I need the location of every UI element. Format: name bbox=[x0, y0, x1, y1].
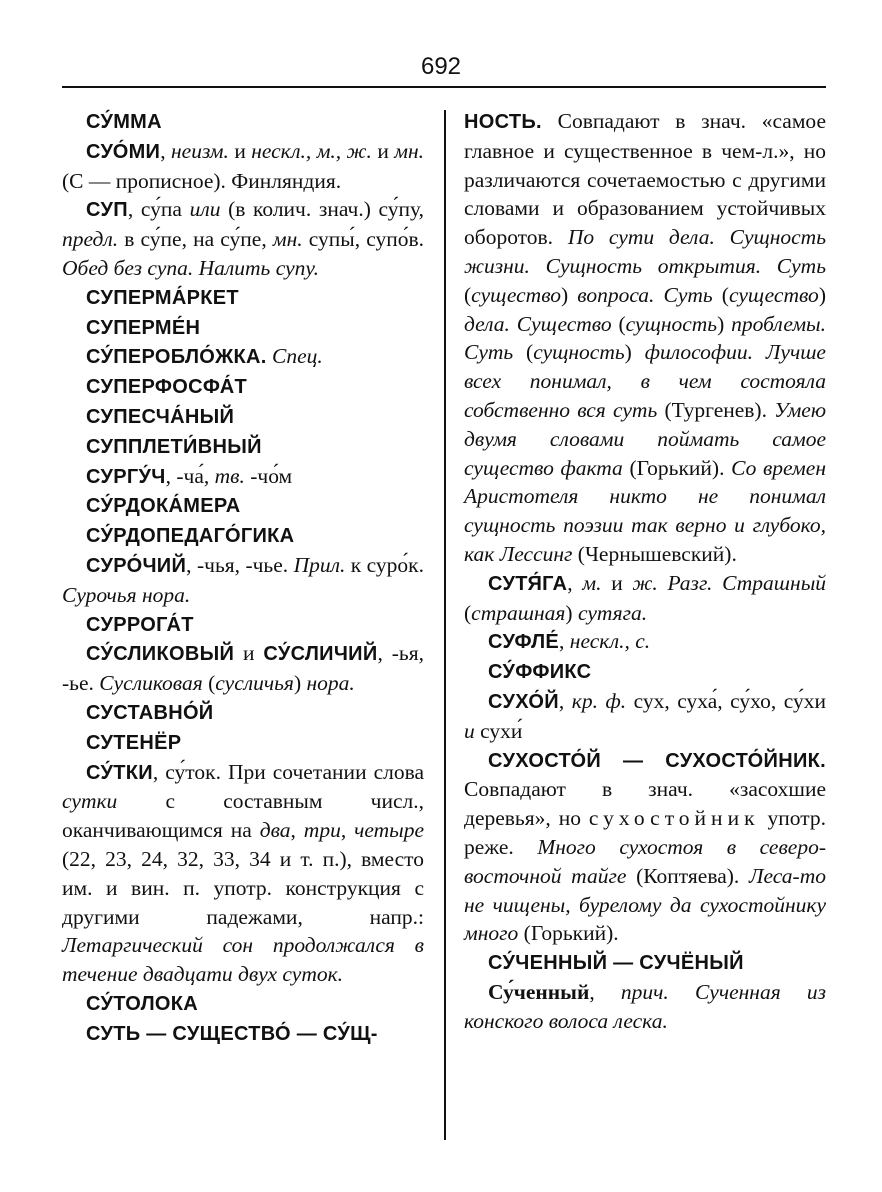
headword: СУРО́ЧИЙ bbox=[86, 554, 187, 577]
dictionary-entry bbox=[464, 948, 826, 978]
italic-text: По сути дела. Сущность жизни. Сущность открытия. Суть bbox=[464, 225, 826, 278]
page-number: 692 bbox=[420, 53, 462, 80]
text: (22, 23, 24, 32, 33, 34 и т. п.), вместо им. и вин. п. употр. конструкция с другими падежами, напр.: bbox=[62, 846, 424, 929]
headword: СУ́СЛИКОВЫЙ bbox=[86, 643, 235, 666]
text: с составным числ., оканчивающимся на bbox=[62, 789, 424, 843]
dictionary-entry bbox=[464, 687, 826, 746]
dictionary-entry bbox=[62, 137, 424, 196]
text: , -чья, -чье. bbox=[186, 552, 294, 577]
headword: СУПЕРМЕ́Н bbox=[86, 316, 201, 339]
italic-text: существо bbox=[728, 282, 819, 307]
headword: СУП bbox=[86, 199, 128, 222]
text: сух, суха́, су́хо, су́хи bbox=[626, 688, 827, 713]
headword: СУ́ПЕРОБЛО́ЖКА. bbox=[86, 346, 267, 369]
dictionary-entry bbox=[62, 989, 424, 1019]
dictionary-entry bbox=[62, 372, 424, 402]
headword: СУФЛЕ́ bbox=[488, 631, 560, 654]
italic-text: вопроса. Суть bbox=[577, 282, 713, 307]
text: , -ья, -ье. bbox=[62, 641, 424, 696]
italic-text: Прил. bbox=[293, 552, 346, 577]
text: , bbox=[160, 138, 171, 163]
dictionary-entry bbox=[62, 1019, 424, 1049]
headword: СУППЛЕТИ́ВНЫЙ bbox=[86, 435, 262, 458]
italic-text: предл. bbox=[62, 227, 119, 252]
text: к суро́к. bbox=[345, 552, 424, 577]
text: ) bbox=[818, 282, 826, 307]
italic-text: Летаргический сон продолжался в течение двадцати двух суток. bbox=[62, 933, 424, 987]
text: (Тургенев). bbox=[657, 397, 775, 422]
text: и bbox=[371, 138, 395, 163]
italic-text: прич. Сученная из конского волоса леска. bbox=[464, 979, 827, 1033]
italic-text: Спец. bbox=[272, 344, 323, 369]
text: , bbox=[567, 570, 583, 595]
dictionary-entry-continuation bbox=[464, 107, 826, 569]
dictionary-entry bbox=[464, 978, 826, 1036]
text: , су́ток. При сочетании слова bbox=[152, 759, 424, 784]
dictionary-entry bbox=[464, 657, 826, 687]
text: ) bbox=[293, 671, 307, 696]
text: ) bbox=[624, 340, 645, 365]
italic-text: сущность bbox=[625, 311, 718, 336]
text: ( bbox=[712, 282, 729, 307]
italic-text: сутки bbox=[62, 789, 118, 814]
text: Совпадают в знач. «самое главное и существенное в чем-л.», но различаются сочетаемостью с другими словами и образованием устойчивых оборотов. bbox=[464, 109, 826, 250]
italic-text: два bbox=[259, 818, 291, 843]
headword: НОСТЬ. bbox=[464, 111, 542, 133]
headword: СУПЕСЧА́НЫЙ bbox=[86, 405, 235, 428]
text: ( bbox=[464, 282, 472, 307]
dictionary-entry bbox=[62, 610, 424, 640]
italic-text: Со времен Аристотеля никто не понимал сущность поэзии так верно и глубоко, как Лессинг bbox=[464, 455, 826, 566]
text: , -ча́, bbox=[165, 463, 215, 488]
dictionary-entry bbox=[62, 551, 424, 610]
italic-text: проблемы. Суть bbox=[464, 311, 826, 365]
italic-text: Сурочья нора. bbox=[62, 582, 191, 607]
italic-text: м. bbox=[582, 570, 602, 595]
italic-text: и bbox=[464, 718, 475, 743]
headword: СУ́ТКИ bbox=[86, 761, 153, 784]
dictionary-entry bbox=[62, 491, 424, 521]
text: (в колич. знач.) су́пу, bbox=[220, 197, 424, 222]
header-rule bbox=[62, 86, 826, 88]
italic-text: три bbox=[303, 818, 341, 843]
dictionary-entry bbox=[62, 313, 424, 343]
text: , су́па bbox=[127, 197, 190, 222]
text: и bbox=[234, 641, 264, 666]
dictionary-entry bbox=[62, 521, 424, 551]
italic-text: четыре bbox=[354, 818, 425, 843]
dictionary-entry bbox=[464, 746, 826, 949]
text: , bbox=[290, 818, 304, 843]
headword: СУХО́Й bbox=[488, 690, 559, 713]
italic-text: кр. ф. bbox=[571, 688, 627, 713]
italic-text: мн. bbox=[272, 227, 303, 252]
headword: СУТЯ́ГА bbox=[488, 572, 568, 595]
text: ) bbox=[561, 282, 578, 307]
spaced-text: сухостойник bbox=[588, 806, 760, 831]
headword: СУО́МИ bbox=[86, 140, 161, 163]
italic-text: нора. bbox=[306, 671, 355, 696]
dictionary-entry bbox=[62, 698, 424, 728]
text: и bbox=[601, 570, 633, 595]
text: Совпадают в знач. «засохшие деревья», но bbox=[464, 777, 826, 831]
text: (Горький). bbox=[518, 921, 619, 946]
headword: СУ́РДОКА́МЕРА bbox=[86, 495, 241, 518]
headword: СУПЕРФОСФА́Т bbox=[86, 376, 248, 399]
dictionary-entry bbox=[464, 569, 826, 628]
italic-text: тв. bbox=[214, 463, 245, 488]
headword: СУ́РДОПЕДАГО́ГИКА bbox=[86, 525, 295, 548]
italic-text: нескл., м., ж. bbox=[251, 138, 372, 163]
italic-text: страшная bbox=[471, 600, 566, 625]
text: ) bbox=[717, 311, 732, 336]
text: ( bbox=[513, 340, 534, 365]
headword: СУХОСТО́Й — СУХОСТО́ЙНИК. bbox=[488, 749, 826, 772]
text: (Чернышевский). bbox=[572, 541, 737, 566]
dictionary-entry bbox=[62, 283, 424, 313]
italic-text: сусличья bbox=[215, 671, 294, 696]
text: ) bbox=[565, 600, 578, 625]
dictionary-entry bbox=[62, 432, 424, 462]
text: , bbox=[558, 688, 572, 713]
headword: СУ́ТОЛОКА bbox=[86, 992, 199, 1015]
headword: СУПЕРМА́РКЕТ bbox=[86, 286, 239, 309]
text: (Горький). bbox=[622, 455, 732, 480]
italic-text: мн. bbox=[394, 138, 424, 163]
text: супы́, супо́в. bbox=[302, 227, 424, 252]
headword: СУТЕНЁР bbox=[86, 731, 182, 754]
dictionary-entry bbox=[62, 342, 424, 372]
dictionary-entry bbox=[62, 402, 424, 432]
text: и bbox=[228, 138, 252, 163]
italic-text: сутяга. bbox=[577, 600, 648, 625]
italic-text: Леса-то не чищены, бурелому да сухостойнику много bbox=[464, 863, 826, 946]
right-column bbox=[464, 107, 826, 1036]
italic-text: существо bbox=[471, 282, 562, 307]
headword: СУТЬ — СУЩЕСТВО́ — СУ́Щ- bbox=[86, 1022, 378, 1045]
text: (С — прописное). Финляндия. bbox=[62, 168, 342, 193]
italic-text: или bbox=[189, 197, 221, 222]
text: (Коптяева). bbox=[626, 863, 749, 888]
italic-text: Сусликовая bbox=[99, 671, 203, 696]
sub-headword: Су́ченный bbox=[488, 979, 590, 1004]
italic-text: ж. Разг. Страшный bbox=[632, 570, 827, 595]
text: в су́пе, на су́пе, bbox=[118, 227, 273, 252]
headword: СУ́ФФИКС bbox=[488, 661, 592, 684]
dictionary-entry bbox=[62, 107, 424, 137]
italic-text: Умею двумя словами поймать самое существо факта bbox=[464, 397, 826, 480]
text: , bbox=[559, 629, 570, 654]
dictionary-entry bbox=[62, 195, 424, 282]
headword: СУ́СЛИЧИЙ bbox=[263, 643, 378, 666]
text: сухи́ bbox=[474, 718, 523, 743]
headword: СУРРОГА́Т bbox=[86, 613, 194, 636]
text: ( bbox=[202, 671, 216, 696]
headword: СУ́ЧЕННЫЙ — СУЧЁНЫЙ bbox=[488, 952, 744, 975]
column-divider bbox=[444, 110, 446, 1140]
italic-text: Много сухостоя в северо-восточной тайге bbox=[464, 834, 826, 888]
headword: СУСТАВНО́Й bbox=[86, 701, 214, 724]
text: , bbox=[340, 818, 355, 843]
italic-text: неизм. bbox=[171, 138, 229, 163]
dictionary-entry bbox=[62, 462, 424, 492]
italic-text: дела. Существо bbox=[464, 311, 612, 336]
italic-text: Обед без супа. Налить супу. bbox=[62, 255, 319, 280]
dictionary-entry bbox=[464, 627, 826, 657]
dictionary-entry bbox=[62, 728, 424, 758]
left-column bbox=[62, 107, 424, 1049]
text: ( bbox=[464, 600, 472, 625]
dictionary-entry bbox=[62, 639, 424, 698]
text: , bbox=[589, 979, 621, 1004]
headword: СУ́ММА bbox=[86, 111, 162, 133]
dictionary-entry bbox=[62, 758, 424, 989]
italic-text: сущность bbox=[533, 340, 625, 365]
italic-text: нескл., с. bbox=[569, 629, 651, 654]
text: ( bbox=[611, 311, 626, 336]
italic-text: философии. Лучше всех понимал, в чем состояла собственно вся суть bbox=[464, 340, 826, 422]
text: употр. реже. bbox=[464, 806, 826, 859]
text: -чо́м bbox=[244, 463, 293, 488]
headword: СУРГУ́Ч bbox=[86, 465, 166, 488]
